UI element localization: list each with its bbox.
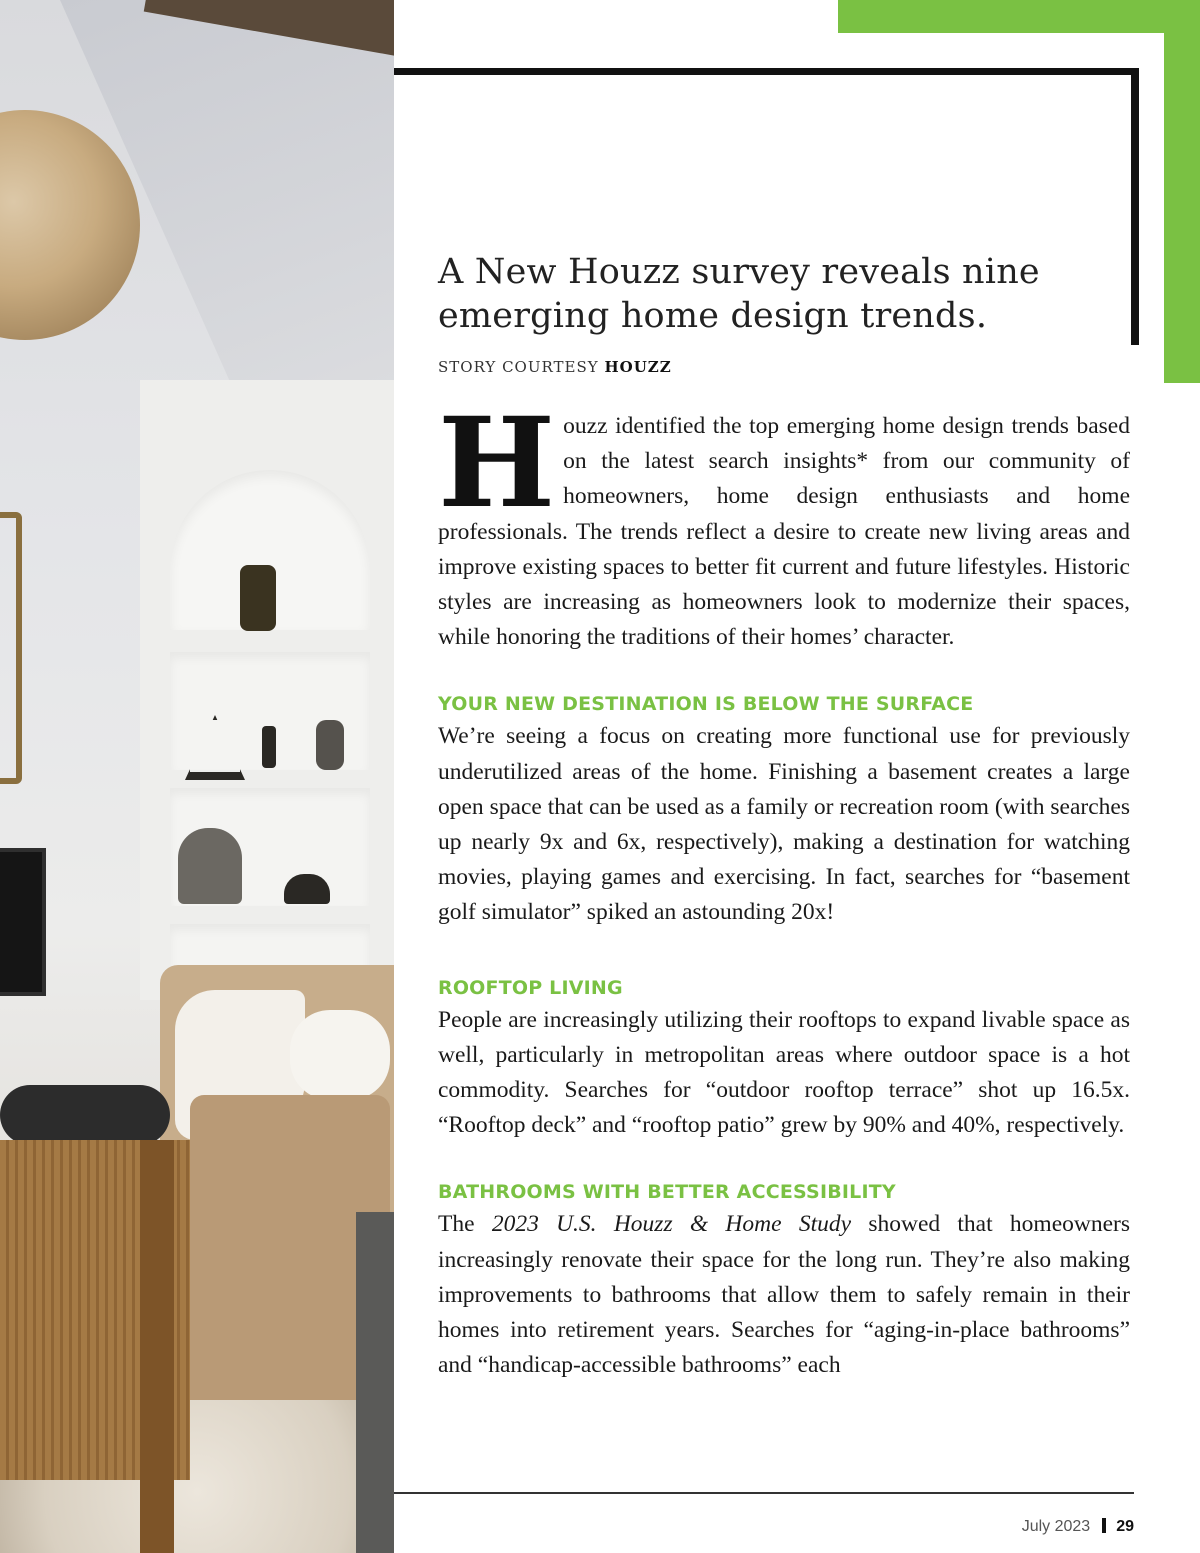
section-heading: ROOFTOP LIVING — [438, 976, 623, 999]
green-accent-bar-top — [838, 0, 1200, 33]
drop-cap: H — [438, 391, 554, 536]
study-title: 2023 U.S. Houzz & Home Study — [491, 1211, 852, 1238]
section-heading: YOUR NEW DESTINATION IS BELOW THE SURFACE — [438, 693, 974, 716]
green-accent-bar-side — [1164, 33, 1200, 383]
issue-date: July 2023 — [1021, 1518, 1091, 1535]
black-frame-rule-top — [394, 68, 1139, 75]
folio-divider — [1102, 1518, 1106, 1533]
section-paragraph: People are increasingly utilizing their rooftops to expand livable space as well, particularly in metropolitan areas where outdoor space is a hot commodity. Searches for “outdoor rooftop terrace” shot up 16.5x. “Rooftop deck” and “rooftop patio” grew by 90% and 40%, respectively. — [438, 1006, 1130, 1139]
photo-side-table — [356, 1212, 394, 1553]
byline — [438, 358, 672, 376]
photo-chair-leg — [140, 1140, 174, 1553]
section-text: The — [438, 1211, 492, 1238]
article-body — [438, 391, 1130, 1383]
byline-prefix: STORY COURTESY — [438, 358, 599, 376]
article-deck: A New Houzz survey reveals nine emerging home design trends. — [438, 252, 1040, 336]
section-paragraph — [438, 1207, 1130, 1383]
photo-vase — [316, 720, 344, 770]
footer-rule — [394, 1492, 1134, 1494]
photo-plant-vase — [240, 565, 276, 631]
photo-fireplace — [0, 848, 46, 996]
intro-paragraph — [438, 391, 1130, 655]
interior-photo — [0, 0, 394, 1553]
photo-vase — [262, 726, 276, 768]
section-text: showed that homeowners increasingly renovate their space for the long run. They’re also making improvements to bathrooms that allow them to safely remain in their homes into retirement years. Searches for “aging-in-place bathrooms” and “handicap-accessible bathrooms” each — [438, 1211, 1130, 1379]
section-heading: BATHROOMS WITH BETTER ACCESSIBILITY — [438, 1181, 896, 1204]
black-frame-rule-side — [1131, 68, 1139, 345]
section-paragraph: We’re seeing a focus on creating more functional use for previously underutilized areas of the home. Finishing a basement creates a large open space that can be used as a family or recreation room (with searches up nearly 9x and 6x, respectively), making a destination for watching movies, playing games and exercising. In fact, searches for “basement golf simulator” spiked an astounding 20x! — [438, 723, 1130, 926]
photo-pendant-lamp — [0, 110, 140, 340]
byline-source: HOUZZ — [604, 358, 672, 376]
photo-coffee-table — [0, 1085, 170, 1145]
page-folio — [1022, 1518, 1134, 1536]
photo-pillow — [290, 1010, 390, 1100]
page-number: 29 — [1116, 1518, 1134, 1535]
photo-sculpture — [178, 828, 242, 904]
photo-vase — [284, 874, 330, 904]
intro-text: ouzz identified the top emerging home design trends based on the latest search insights* from our community of homeowners, home design enthusiasts and home professionals. The trends reflect a desire to create new living areas and improve existing spaces to better fit current and future lifestyles. Historic styles are increasing as homeowners look to modernize their spaces, while honoring the traditions of their homes’ character. — [438, 413, 1130, 651]
photo-mirror — [0, 512, 22, 784]
